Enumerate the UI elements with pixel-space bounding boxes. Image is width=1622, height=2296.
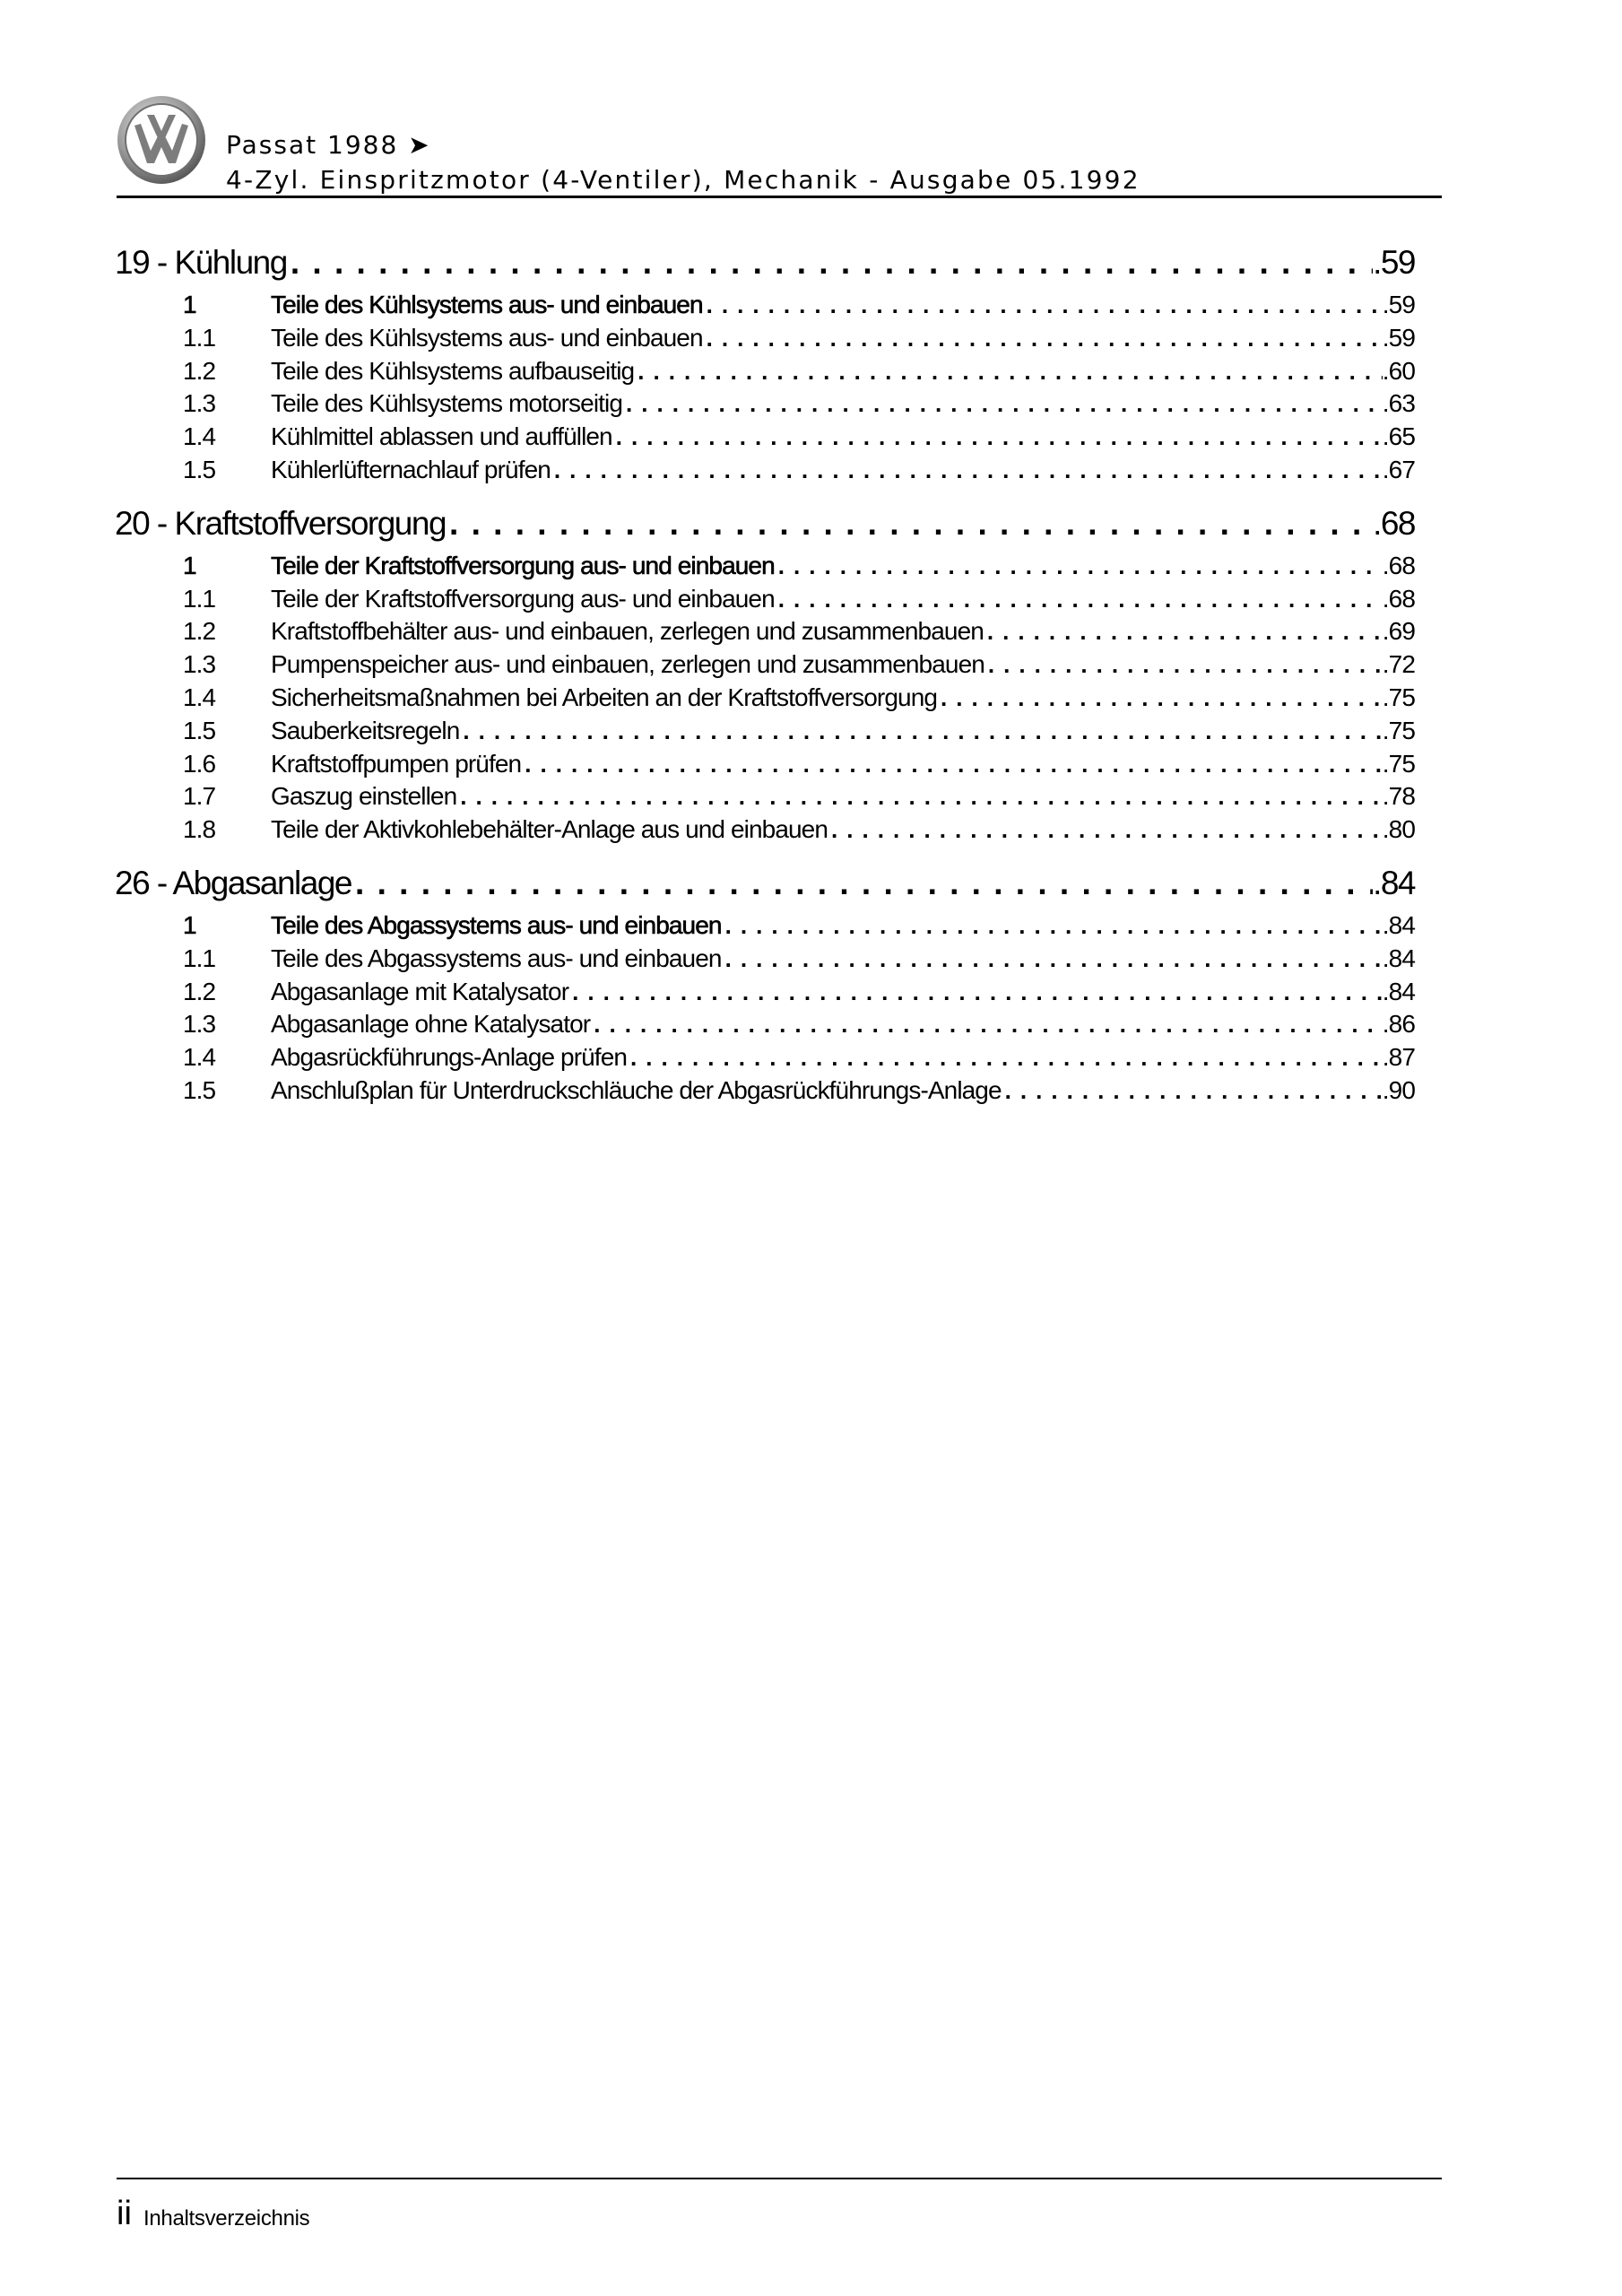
entry-number: 1.2 (183, 977, 216, 1005)
toc-entry[interactable] (183, 780, 1415, 813)
entry-title: Teile der Aktivkohlebehälter-Anlage aus und einbauen (271, 815, 828, 844)
table-of-contents (115, 242, 1415, 1124)
entry-number: 1.5 (183, 455, 216, 483)
toc-entry[interactable] (183, 387, 1415, 421)
entry-title: Teile des Kühlsystems aufbauseitig (271, 356, 635, 385)
entry-title: Teile des Kühlsystems motorseitig (271, 389, 623, 418)
entry-number: 1 (183, 551, 196, 579)
entry-page: .75 (1382, 716, 1415, 744)
entry-page: .90 (1382, 1075, 1415, 1104)
footer-page-number: ii (117, 2195, 132, 2232)
entry-title: Abgasanlage mit Katalysator (271, 977, 569, 1005)
entry-number: 1.2 (183, 617, 216, 646)
entry-title: Gaszug einstellen (271, 782, 457, 811)
entry-number: 1.1 (183, 944, 216, 972)
toc-entry[interactable] (183, 615, 1415, 648)
chapter-page: .84 (1373, 864, 1415, 901)
entry-page: .67 (1382, 455, 1415, 483)
entry-page: .69 (1382, 617, 1415, 646)
dot-leader (287, 242, 1373, 283)
dot-leader (590, 1008, 1383, 1041)
entry-title: Pumpenspeicher aus- und einbauen, zerlegen und zusammenbauen (271, 650, 984, 679)
entry-number: 1 (183, 910, 196, 939)
entry-title: Abgasrückführungs-Anlage prüfen (271, 1043, 628, 1072)
entry-page: .75 (1382, 749, 1415, 778)
entry-page: .72 (1382, 650, 1415, 679)
entry-number: 1.2 (183, 356, 216, 385)
entry-page: .59 (1382, 291, 1415, 318)
document-title: Passat 1988 ➤ (226, 130, 431, 160)
dot-leader (612, 421, 1383, 454)
entry-title: Anschlußplan für Unterdruckschläuche der Abgasrückführungs-Anlage (271, 1075, 1002, 1104)
entry-page: .78 (1382, 782, 1415, 811)
entry-page: .68 (1382, 551, 1415, 579)
dot-leader (634, 355, 1383, 388)
toc-entry[interactable] (183, 454, 1415, 487)
entry-title: Teile der Kraftstoffversorgung aus- und einbauen (271, 551, 775, 579)
toc-chapter-20 (115, 503, 1415, 847)
dot-leader (351, 863, 1373, 904)
dot-leader (459, 715, 1382, 748)
entry-title: Kraftstoffbehälter aus- und einbauen, zerlegen und zusammenbauen (271, 617, 984, 646)
dot-leader (456, 780, 1382, 813)
chapter-title: 19 - Kühlung (115, 244, 287, 281)
entry-title: Abgasanlage ohne Katalysator (271, 1010, 591, 1039)
dot-leader (622, 387, 1383, 421)
toc-entry[interactable] (183, 355, 1415, 388)
dot-leader (521, 748, 1383, 781)
dot-leader (1002, 1074, 1383, 1108)
entry-number: 1.1 (183, 323, 216, 352)
entry-number: 1.1 (183, 584, 216, 613)
entry-page: .75 (1382, 683, 1415, 711)
toc-entry[interactable] (183, 1074, 1415, 1108)
dot-leader (722, 943, 1383, 976)
chapter-heading[interactable] (115, 503, 1415, 544)
entry-page: .84 (1382, 944, 1415, 972)
entry-title: Teile des Kühlsystems aus- und einbauen (271, 323, 703, 352)
entry-title: Sicherheitsmaßnahmen bei Arbeiten an der Kraftstoffversorgung (271, 683, 938, 711)
dot-leader (984, 648, 1383, 682)
toc-entry[interactable] (183, 550, 1415, 583)
dot-leader (703, 322, 1383, 355)
entry-title: Sauberkeitsregeln (271, 716, 460, 744)
chapter-page: .68 (1373, 504, 1415, 542)
toc-entry[interactable] (183, 909, 1415, 943)
dot-leader (775, 550, 1383, 583)
dot-leader (551, 454, 1383, 487)
dot-leader (722, 909, 1383, 943)
toc-entry[interactable] (183, 648, 1415, 682)
chapter-heading[interactable] (115, 863, 1415, 904)
entry-number: 1.5 (183, 1075, 216, 1104)
entry-page: .80 (1382, 815, 1415, 844)
entry-number: 1.6 (183, 749, 216, 778)
toc-entry[interactable] (183, 583, 1415, 616)
entry-number: 1.4 (183, 422, 216, 451)
chapter-title: 20 - Kraftstoffversorgung (115, 504, 447, 542)
chapter-page: .59 (1373, 244, 1415, 281)
dot-leader (937, 682, 1383, 715)
toc-chapter-19 (115, 242, 1415, 487)
chapter-heading[interactable] (115, 242, 1415, 283)
entry-page: .84 (1382, 910, 1415, 939)
entry-title: Kühlerlüfternachlauf prüfen (271, 455, 551, 483)
entry-title: Kühlmittel ablassen und auffüllen (271, 422, 612, 451)
entry-page: .68 (1382, 584, 1415, 613)
chapter-title: 26 - Abgasanlage (115, 864, 352, 901)
footer-section-label: Inhaltsverzeichnis (143, 2206, 310, 2231)
dot-leader (984, 615, 1383, 648)
entry-number: 1.7 (183, 782, 216, 811)
entry-title: Teile des Abgassystems aus- und einbauen (271, 944, 722, 972)
entry-page: .59 (1382, 323, 1415, 352)
entry-title: Kraftstoffpumpen prüfen (271, 749, 522, 778)
volkswagen-logo-icon (117, 95, 206, 185)
entry-number: 1.5 (183, 716, 216, 744)
toc-chapter-26 (115, 863, 1415, 1108)
entry-page: .63 (1382, 389, 1415, 418)
toc-entry[interactable] (183, 1041, 1415, 1074)
entry-title: Teile der Kraftstoffversorgung aus- und einbauen (271, 584, 775, 613)
footer-divider (117, 2178, 1442, 2179)
toc-entry[interactable] (183, 1008, 1415, 1041)
dot-leader (828, 813, 1383, 847)
entry-number: 1.3 (183, 389, 216, 418)
toc-entry[interactable] (183, 943, 1415, 976)
toc-entry[interactable] (183, 421, 1415, 454)
entry-page: .86 (1382, 1010, 1415, 1039)
entry-page: .65 (1382, 422, 1415, 451)
dot-leader (568, 976, 1383, 1009)
toc-entry[interactable] (183, 322, 1415, 355)
toc-entry[interactable] (183, 976, 1415, 1009)
dot-leader (627, 1041, 1383, 1074)
dot-leader (703, 289, 1383, 322)
toc-entry[interactable] (183, 715, 1415, 748)
toc-entry[interactable] (183, 682, 1415, 715)
entry-number: 1.4 (183, 683, 216, 711)
entry-title: Teile des Kühlsystems aus- und einbauen (271, 291, 703, 318)
entry-page: .84 (1382, 977, 1415, 1005)
toc-entry[interactable] (183, 813, 1415, 847)
toc-entry[interactable] (183, 289, 1415, 322)
header-divider (117, 196, 1442, 198)
document-subtitle: 4-Zyl. Einspritzmotor (4-Ventiler), Mechanik - Ausgabe 05.1992 (226, 165, 1141, 195)
entry-page: .60 (1382, 356, 1415, 385)
entry-number: 1.3 (183, 1010, 216, 1039)
dot-leader (446, 503, 1373, 544)
dot-leader (775, 583, 1383, 616)
entry-title: Teile des Abgassystems aus- und einbauen (271, 910, 722, 939)
entry-number: 1.4 (183, 1043, 216, 1072)
toc-entry[interactable] (183, 748, 1415, 781)
entry-number: 1.3 (183, 650, 216, 679)
entry-page: .87 (1382, 1043, 1415, 1072)
entry-number: 1 (183, 291, 196, 318)
entry-number: 1.8 (183, 815, 216, 844)
